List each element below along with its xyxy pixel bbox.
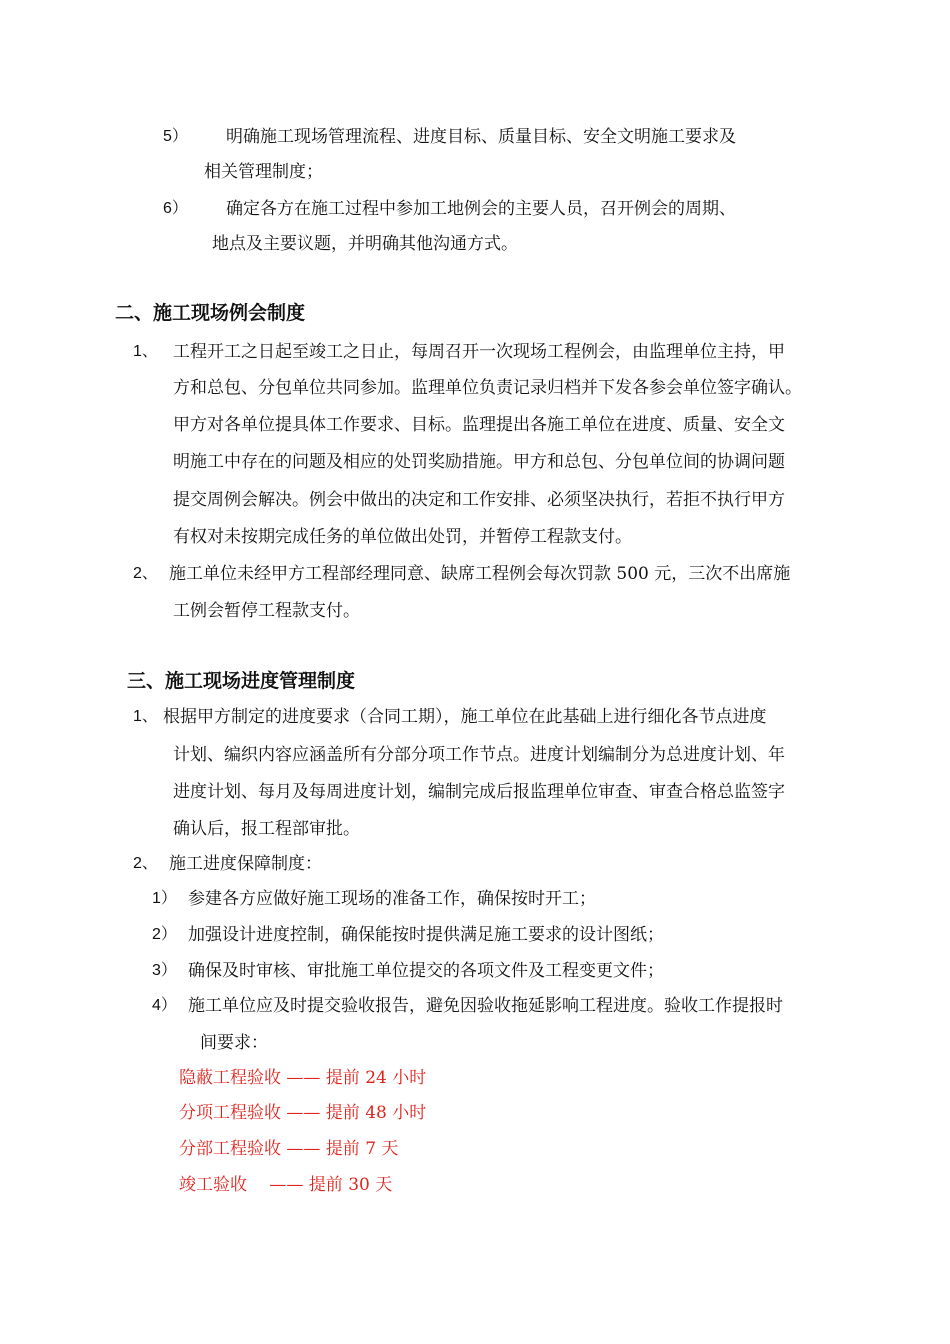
section-2-item-1-line: 明施工中存在的问题及相应的处罚奖励措施。甲方和总包、分包单位间的协调问题	[173, 452, 785, 472]
subitem-3-number: 3）	[152, 962, 177, 979]
section-2-heading: 二、施工现场例会制度	[115, 302, 306, 324]
item-6-continuation: 地点及主要议题，并明确其他沟通方式。	[212, 234, 518, 254]
section-3-item-2-text: 施工进度保障制度：	[169, 854, 322, 874]
section-2-item-1-number: 1、	[133, 343, 158, 360]
deadline-completion: 竣工验收 —— 提前 30 天	[179, 1175, 393, 1195]
section-2-item-2-line: 施工单位未经甲方工程部经理同意、缺席工程例会每次罚款 500 元，三次不出席施	[169, 564, 791, 584]
subitem-1-number: 1）	[152, 890, 177, 907]
section-2-item-1-line: 有权对未按期完成任务的单位做出处罚，并暂停工程款支付。	[173, 527, 632, 547]
section-2-item-2-line: 工例会暂停工程款支付。	[173, 601, 360, 621]
subitem-4-continuation: 间要求：	[200, 1033, 268, 1053]
section-3-item-1-line: 根据甲方制定的进度要求（合同工期），施工单位在此基础上进行细化各节点进度	[163, 707, 767, 727]
subitem-4-number: 4）	[152, 997, 177, 1014]
item-5-continuation: 相关管理制度；	[204, 162, 323, 182]
item-6-number: 6）	[163, 200, 188, 217]
section-3-item-1-line: 进度计划、每月及每周进度计划，编制完成后报监理单位审查、审查合格总监签字	[173, 782, 785, 802]
section-2-item-1-line: 工程开工之日起至竣工之日止，每周召开一次现场工程例会，由监理单位主持，甲	[173, 342, 785, 362]
subitem-2-text: 加强设计进度控制，确保能按时提供满足施工要求的设计图纸；	[188, 925, 664, 945]
section-3-item-1-number: 1、	[133, 708, 158, 725]
section-2-item-1-line: 提交周例会解决。例会中做出的决定和工作安排、必须坚决执行，若拒不执行甲方	[173, 490, 785, 510]
section-3-item-1-line: 计划、编织内容应涵盖所有分部分项工作节点。进度计划编制分为总进度计划、年	[173, 745, 785, 765]
subitem-4-text: 施工单位应及时提交验收报告，避免因验收拖延影响工程进度。验收工作提报时	[188, 996, 783, 1016]
subitem-1-text: 参建各方应做好施工现场的准备工作，确保按时开工；	[188, 889, 596, 909]
subitem-2-number: 2）	[152, 926, 177, 943]
deadline-subitem-works: 分项工程验收 —— 提前 48 小时	[179, 1103, 427, 1123]
section-2-item-1-line: 方和总包、分包单位共同参加。监理单位负责记录归档并下发各参会单位签字确认。	[173, 378, 802, 398]
section-3-heading: 三、施工现场进度管理制度	[127, 670, 356, 692]
item-5-number: 5）	[163, 128, 188, 145]
deadline-concealed-works: 隐蔽工程验收 —— 提前 24 小时	[179, 1068, 427, 1088]
section-3-item-1-line: 确认后，报工程部审批。	[173, 819, 360, 839]
section-2-item-1-line: 甲方对各单位提具体工作要求、目标。监理提出各施工单位在进度、质量、安全文	[173, 415, 785, 435]
section-2-item-2-number: 2、	[133, 565, 158, 582]
section-3-item-2-number: 2、	[133, 855, 158, 872]
item-5-text: 明确施工现场管理流程、进度目标、质量目标、安全文明施工要求及	[226, 127, 736, 147]
item-6-text: 确定各方在施工过程中参加工地例会的主要人员，召开例会的周期、	[226, 199, 736, 219]
deadline-division-works: 分部工程验收 —— 提前 7 天	[179, 1139, 399, 1159]
subitem-3-text: 确保及时审核、审批施工单位提交的各项文件及工程变更文件；	[188, 961, 664, 981]
